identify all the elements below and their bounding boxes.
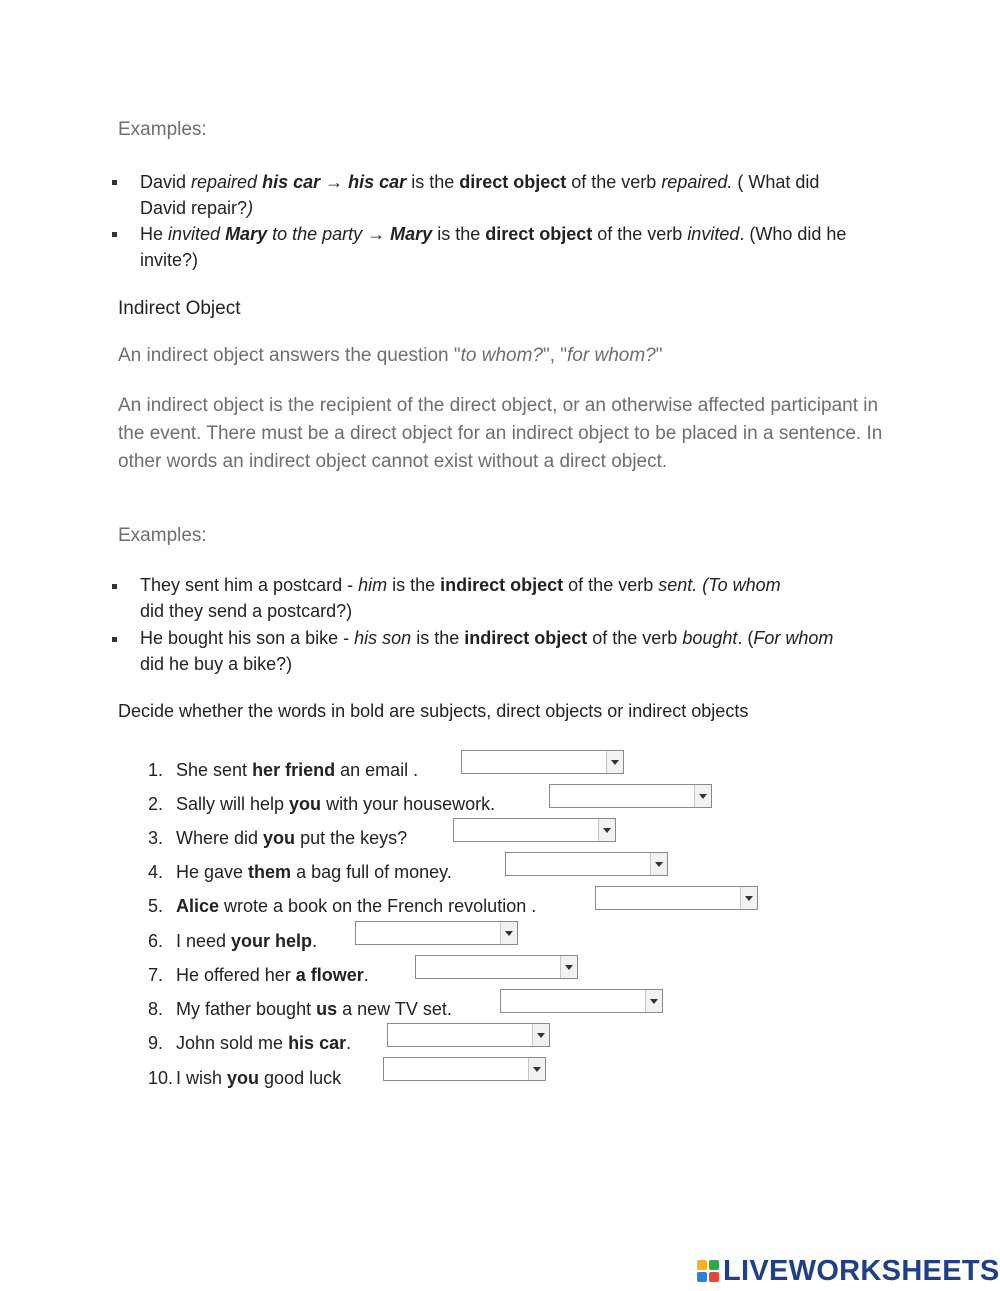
chevron-down-icon: [560, 956, 577, 978]
question-8: 8. My father bought us a new TV set.: [148, 999, 452, 1019]
question-7: 7. He offered her a flower.: [148, 965, 369, 985]
indirect-object-example-1: They sent him a postcard - him is the indirect object of the verb sent. (To whom did they send a postcard?): [140, 575, 781, 621]
question-1: 1. She sent her friend an email .: [148, 760, 419, 780]
direct-object-example-2: He invited Mary to the party → Mary is the direct object of the verb invited. (Who did he invite?): [140, 224, 847, 270]
answer-dropdown-10[interactable]: [383, 1057, 546, 1081]
examples-label: Examples:: [118, 525, 207, 546]
question-10: 10. I wish you good luck: [148, 1068, 342, 1088]
question-4: 4. He gave them a bag full of money.: [148, 862, 452, 882]
answer-dropdown-7[interactable]: [415, 955, 578, 979]
logo-block: [709, 1260, 719, 1270]
answer-dropdown-4[interactable]: [505, 852, 668, 876]
logo-text: LIVEWORKSHEETS: [723, 1254, 1000, 1287]
liveworksheets-logo[interactable]: [697, 1255, 1000, 1287]
chevron-down-icon: [606, 751, 623, 773]
answer-dropdown-3[interactable]: [453, 818, 616, 842]
logo-block: [697, 1260, 707, 1270]
chevron-down-icon: [740, 887, 757, 909]
bullet-dot: [112, 232, 117, 237]
indirect-question: An indirect object answers the question "to whom?", "for whom?": [118, 345, 663, 366]
chevron-down-icon: [528, 1058, 545, 1080]
logo-block: [697, 1272, 707, 1282]
bullet-dot: [112, 180, 117, 185]
question-5: 5. Alice wrote a book on the French revolution .: [148, 896, 537, 916]
answer-dropdown-5[interactable]: [595, 886, 758, 910]
indirect-paragraph: An indirect object is the recipient of the direct object, or an otherwise affected participant in the event. There must be a direct object for an indirect object to be placed in a sentence. In other words an indirect object cannot exist without a direct object.: [118, 395, 883, 472]
chevron-down-icon: [694, 785, 711, 807]
bullet-dot: [112, 637, 117, 642]
question-6: 6. I need your help.: [148, 931, 318, 951]
direct-object-example-1: David repaired his car → his car is the direct object of the verb repaired. ( What did David repair?): [140, 172, 820, 218]
answer-dropdown-6[interactable]: [355, 921, 518, 945]
section-heading: Indirect Object: [118, 298, 241, 319]
answer-dropdown-9[interactable]: [387, 1023, 550, 1047]
question-2: 2. Sally will help you with your housework.: [148, 794, 496, 814]
examples-label: Examples:: [118, 119, 207, 140]
question-9: 9. John sold me his car.: [148, 1033, 352, 1053]
chevron-down-icon: [532, 1024, 549, 1046]
question-3: 3. Where did you put the keys?: [148, 828, 408, 848]
chevron-down-icon: [650, 853, 667, 875]
chevron-down-icon: [500, 922, 517, 944]
chevron-down-icon: [645, 990, 662, 1012]
answer-dropdown-1[interactable]: [461, 750, 624, 774]
answer-dropdown-8[interactable]: [500, 989, 663, 1013]
indirect-object-example-2: He bought his son a bike - his son is the indirect object of the verb bought. (For whom did he buy a bike?): [140, 628, 834, 674]
bullet-dot: [112, 584, 117, 589]
chevron-down-icon: [598, 819, 615, 841]
exercise-instruction: Decide whether the words in bold are subjects, direct objects or indirect objects: [118, 701, 749, 721]
logo-blocks-icon: [697, 1260, 719, 1282]
answer-dropdown-2[interactable]: [549, 784, 712, 808]
logo-block: [709, 1272, 719, 1282]
